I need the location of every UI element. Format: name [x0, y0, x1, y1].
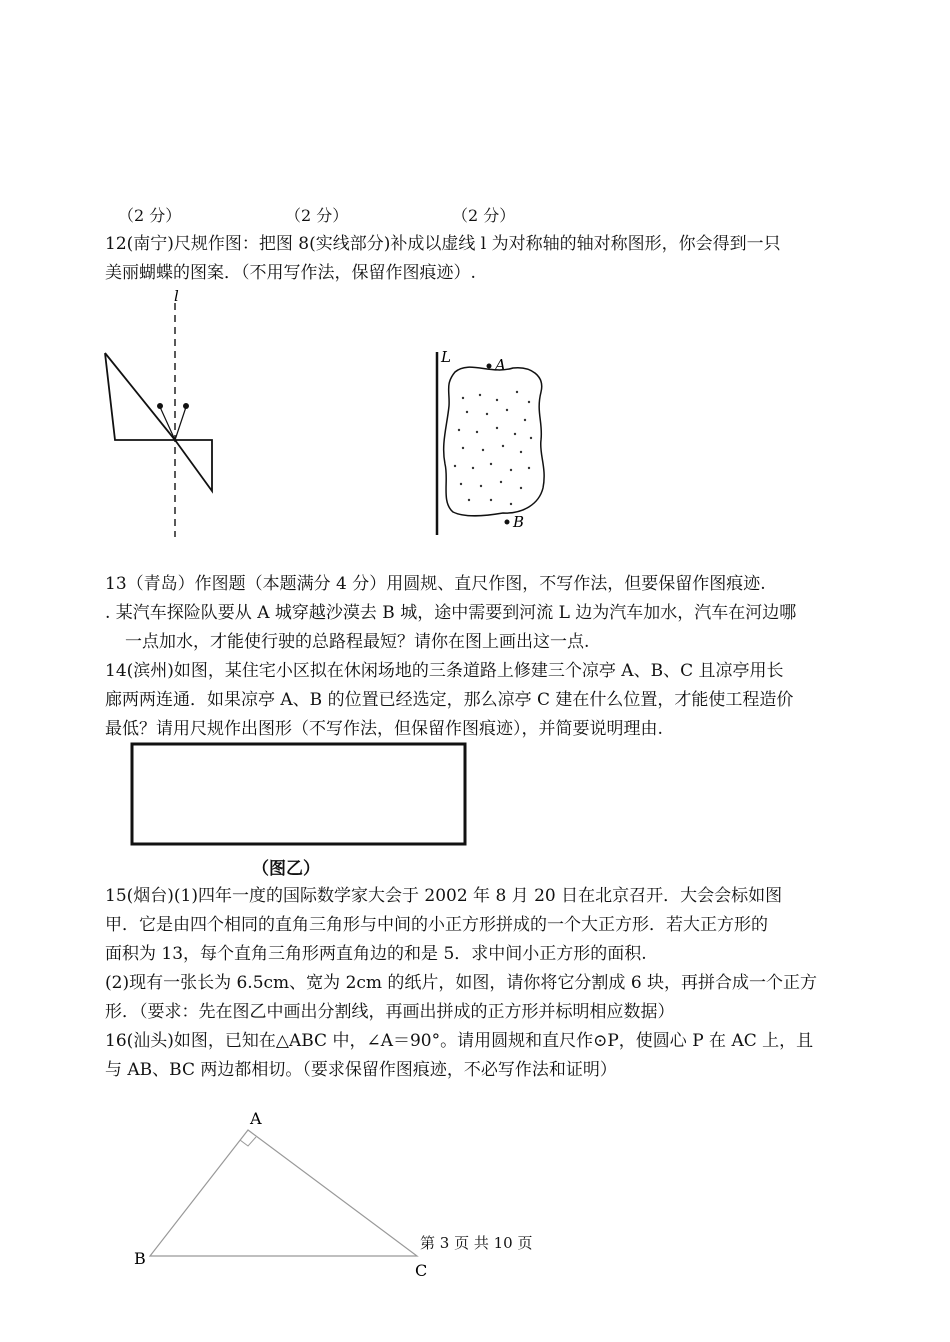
- q16-line-1: 16(汕头)如图，已知在△ABC 中，∠A＝90°。请用圆规和直尺作⊙P，使圆心 P 在 AC 上，且: [105, 1031, 814, 1051]
- q14-line-1: 14(滨州)如图，某住宅小区拟在休闲场地的三条道路上修建三个凉亭 A、B、C 且凉亭用长: [105, 661, 784, 681]
- right-angle-mark: [240, 1137, 256, 1146]
- axis-label: l: [174, 287, 179, 305]
- desert-river-figure: [425, 340, 565, 540]
- triangle-abc: [150, 1130, 417, 1256]
- right-triangle-figure: [125, 1100, 445, 1285]
- upper-wing: [105, 353, 175, 440]
- q13-line-1: 13（青岛）作图题（本题满分 4 分）用圆规、直尺作图，不写作法，但要保留作图痕迹.: [105, 574, 766, 594]
- vertex-c-label: C: [415, 1261, 428, 1280]
- river-label: L: [441, 348, 451, 366]
- desert-outline: [444, 367, 544, 516]
- score-label: （2 分）: [452, 206, 516, 225]
- point-b-label: B: [513, 513, 525, 531]
- q14-line-2: 廊两两连通．如果凉亭 A、B 的位置已经选定，那么凉亭 C 建在什么位置，才能使工程造价: [105, 690, 794, 710]
- point-a-marker: [487, 364, 492, 369]
- q12-line-1: 12(南宁)尺规作图：把图 8(实线部分)补成以虚线 l 为对称轴的轴对称图形，你会得到一只: [105, 234, 781, 254]
- vertex-b-label: B: [134, 1249, 146, 1268]
- q14-line-3: 最低？请用尺规作出图形（不写作法，但保留作图痕迹），并简要说明理由.: [105, 719, 663, 739]
- point-b-marker: [505, 520, 510, 525]
- butterfly-figure: [100, 285, 230, 540]
- q15-line-4: (2)现有一张长为 6.5cm、宽为 2cm 的纸片，如图，请你将它分割成 6 块，再拼合成一个正方: [105, 973, 818, 993]
- figure-caption: （图乙）: [252, 859, 320, 879]
- q13-line-3: 一点加水，才能使行驶的总路程最短？请你在图上画出这一点.: [125, 632, 590, 652]
- q16-line-2: 与 AB、BC 两边都相切。（要求保留作图痕迹，不必写作法和证明）: [105, 1060, 617, 1080]
- paper-rectangle: [132, 744, 465, 844]
- score-label: （2 分）: [118, 206, 182, 225]
- antenna-tip: [183, 403, 189, 409]
- paper-rectangle-figure: [128, 740, 470, 848]
- desert-dots: [454, 391, 532, 505]
- q15-line-1: 15(烟台)(1)四年一度的国际数学家大会于 2002 年 8 月 20 日在北京召开．大会会标如图: [105, 886, 783, 906]
- lower-wing: [175, 440, 212, 491]
- q12-line-2: 美丽蝴蝶的图案．（不用写作法，保留作图痕迹）.: [105, 263, 476, 283]
- q13-line-2: . 某汽车探险队要从 A 城穿越沙漠去 B 城，途中需要到河流 L 边为汽车加水，汽车在河边哪: [105, 603, 797, 623]
- page-footer: 第 3 页 共 10 页: [420, 1234, 533, 1252]
- point-a-label: A: [495, 356, 506, 374]
- q15-line-2: 甲．它是由四个相同的直角三角形与中间的小正方形拼成的一个大正方形．若大正方形的: [105, 915, 768, 935]
- q15-line-5: 形．（要求：先在图乙中画出分割线，再画出拼成的正方形并标明相应数据）: [105, 1002, 675, 1022]
- q15-line-3: 面积为 13，每个直角三角形两直角边的和是 5．求中间小正方形的面积.: [105, 944, 647, 964]
- vertex-a-label: A: [250, 1109, 262, 1128]
- antenna-tip: [157, 403, 163, 409]
- score-label: （2 分）: [285, 206, 349, 225]
- antenna: [175, 407, 186, 440]
